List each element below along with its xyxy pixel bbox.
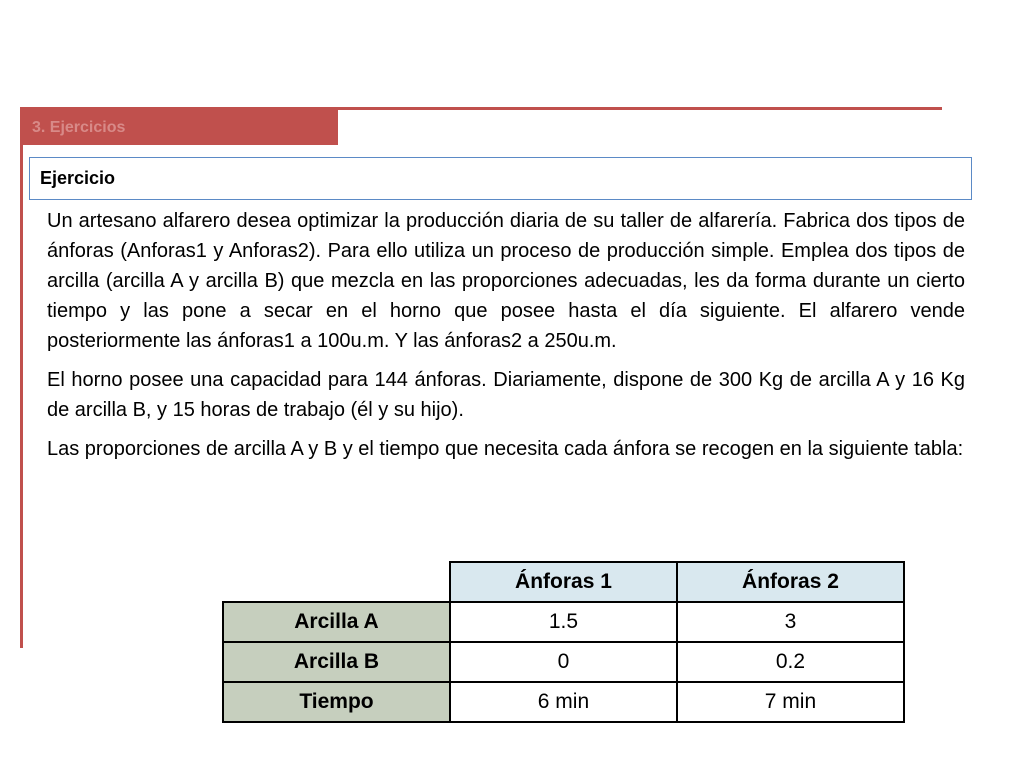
table-cell: 1.5 xyxy=(450,602,677,642)
table-row xyxy=(223,642,904,682)
paragraph-capacity: El horno posee una capacidad para 144 ánforas. Diariamente, dispone de 300 Kg de arcilla A y 16 Kg de arcilla B, y 15 horas de trabajo (él y su hijo). xyxy=(47,369,965,421)
table-cell: 6 min xyxy=(450,682,677,722)
table-cell: 7 min xyxy=(677,682,904,722)
table-corner-cell xyxy=(223,562,450,602)
production-table xyxy=(222,561,905,723)
row-header: Arcilla A xyxy=(223,602,450,642)
table-cell: 0.2 xyxy=(677,642,904,682)
row-header: Arcilla B xyxy=(223,642,450,682)
column-header: Ánforas 1 xyxy=(450,562,677,602)
exercise-heading: Ejercicio xyxy=(40,168,116,188)
paragraph-intro: Un artesano alfarero desea optimizar la producción diaria de su taller de alfarería. Fabrica dos tipos de ánforas (Anforas1 y Anforas2). Para ello utiliza un proceso de producción simple. Emplea dos tipos de arcilla (arcilla A y arcilla B) que mezcla en las proporciones adecuadas, les da forma durante un cierto tiempo y las pone a secar en el horno que posee hasta el día siguiente. El alfarero vende posteriormente las ánforas1 a 100u.m. Y las ánforas2 a 250u.m. xyxy=(47,210,965,352)
exercise-heading-box xyxy=(29,157,972,200)
row-header: Tiempo xyxy=(223,682,450,722)
table-row xyxy=(223,682,904,722)
left-accent-rule xyxy=(20,108,23,648)
paragraph-table-intro: Las proporciones de arcilla A y B y el tiempo que necesita cada ánfora se recogen en la siguiente tabla: xyxy=(47,438,964,460)
section-title-tab xyxy=(20,110,338,145)
table-row xyxy=(223,602,904,642)
table-header-row xyxy=(223,562,904,602)
problem-statement xyxy=(47,206,965,473)
table-cell: 3 xyxy=(677,602,904,642)
table-cell: 0 xyxy=(450,642,677,682)
column-header: Ánforas 2 xyxy=(677,562,904,602)
section-title: 3. Ejercicios xyxy=(32,118,126,136)
